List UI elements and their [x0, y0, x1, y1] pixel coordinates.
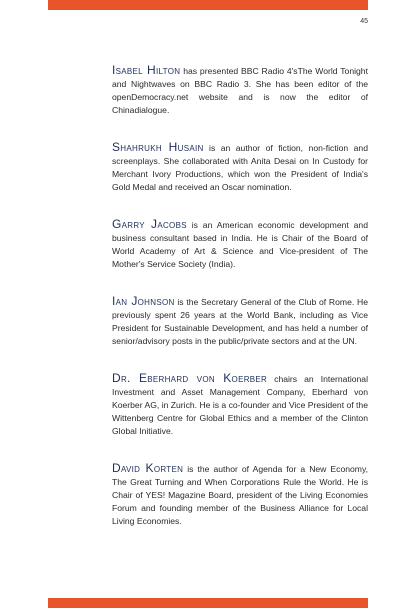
bio-david-korten: [112, 462, 368, 528]
bio-text: has presented BBC Radio 4'sThe World Tonight and Nightwaves on BBC Radio 3. She has been editor of the openDemocracy.net website and is now the editor of Chinadialogue.: [112, 66, 368, 115]
bio-isabel-hilton: [112, 64, 368, 117]
top-accent-bar: [48, 0, 368, 10]
bio-eberhard-von-koerber: [112, 372, 368, 438]
bio-name: Shahrukh Husain: [112, 140, 204, 154]
bio-shahrukh-husain: [112, 141, 368, 194]
bio-garry-jacobs: [112, 218, 368, 271]
bio-text: is the Secretary General of the Club of Rome. He previously spent 26 years at the World Bank, including as Vice President for Sustainable Development, and has held a number of senior/advisory posts in the public/private sectors and at the UN.: [112, 297, 368, 346]
contributors-list: [112, 64, 368, 552]
bio-text: is an author of fiction, non-fiction and screenplays. She collaborated with Anita Desai on In Custody for Merchant Ivory Productions, which won the President of India's Gold Medal and received an Oscar nomination.: [112, 143, 368, 192]
bio-text: chairs an International Investment and Asset Management Company, Eberhard von Koerber AG, in Zurich. He is a co-founder and Vice President of the Wittenberg Centre for Global Ethics and a member of the Clinton Global Initiative.: [112, 374, 368, 436]
bio-name: Ian Johnson: [112, 294, 175, 308]
bottom-accent-bar: [48, 598, 368, 608]
page-number: 45: [360, 18, 368, 25]
bio-name: Dr. Eberhard von Koerber: [112, 371, 268, 385]
bio-text: is an American economic development and business consultant based in India. He is Chair of the Board of World Academy of Art & Science and Vice-president of The Mother's Service Society (India).: [112, 220, 368, 269]
bio-name: Isabel Hilton: [112, 63, 181, 77]
bio-name: Garry Jacobs: [112, 217, 187, 231]
bio-ian-johnson: [112, 295, 368, 348]
bio-text: is the author of Agenda for a New Economy, The Great Turning and When Corporations Rule the World. He is Chair of YES! Magazine Board, president of the Living Economies Forum and founding member of the Business Alliance for Local Living Economies.: [112, 464, 368, 526]
bio-name: David Korten: [112, 461, 184, 475]
